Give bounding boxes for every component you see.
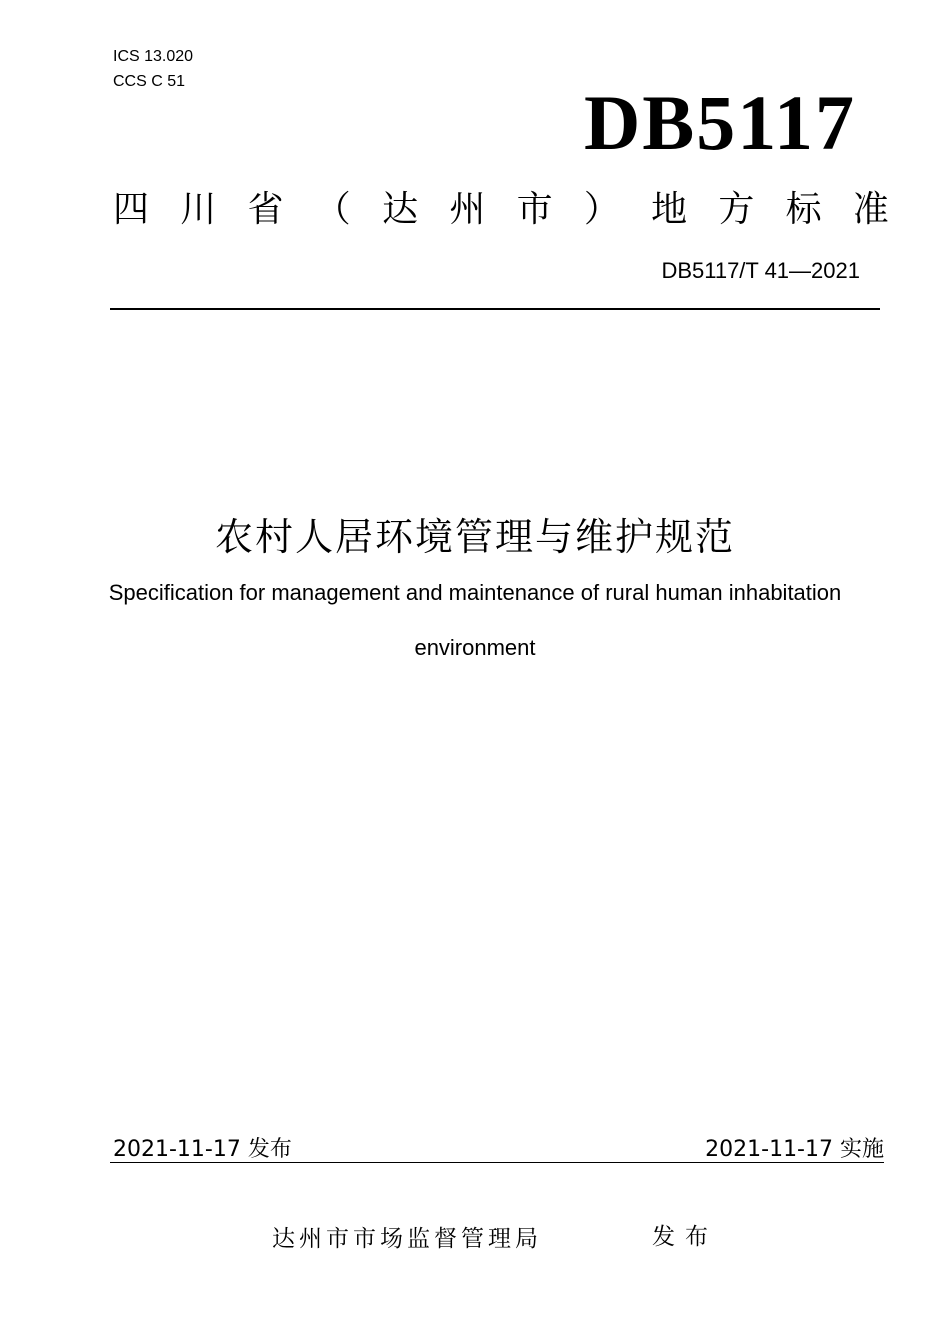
standard-type-heading bbox=[113, 188, 889, 232]
issue-label: 发布 bbox=[652, 1224, 718, 1250]
standard-type-char: 标 bbox=[785, 189, 822, 230]
standard-type-char: 市 bbox=[516, 189, 553, 230]
standard-prefix-logo: DB5117 bbox=[583, 79, 856, 166]
document-title-cn: 农村人居环境管理与维护规范 bbox=[214, 515, 735, 559]
standard-type-char: ） bbox=[583, 189, 620, 230]
standard-type-char: 州 bbox=[449, 189, 486, 230]
standard-type-char: 川 bbox=[180, 189, 217, 230]
implement-date: 2021-11-17 实施 bbox=[705, 1137, 884, 1162]
footer-divider bbox=[110, 1162, 884, 1163]
standard-type-char: 省 bbox=[247, 189, 284, 230]
issuing-authority: 达州市市场监督管理局 bbox=[272, 1226, 542, 1252]
standard-type-char: 方 bbox=[718, 189, 755, 230]
standard-type-char: 达 bbox=[382, 189, 419, 230]
standard-type-char: 四 bbox=[113, 189, 150, 230]
standard-type-char: 准 bbox=[852, 189, 889, 230]
ccs-code: CCS C 51 bbox=[113, 73, 186, 90]
document-title-en-line2: environment bbox=[414, 635, 536, 660]
standard-number: DB5117/T 41—2021 bbox=[661, 258, 860, 283]
header-divider bbox=[110, 308, 880, 310]
publish-date: 2021-11-17 发布 bbox=[113, 1137, 292, 1162]
standard-type-char: （ bbox=[314, 189, 351, 230]
ics-code: ICS 13.020 bbox=[113, 48, 194, 65]
standard-type-char: 地 bbox=[651, 189, 688, 230]
document-title-en-line1: Specification for management and maintenance of rural human inhabitation bbox=[108, 580, 842, 605]
